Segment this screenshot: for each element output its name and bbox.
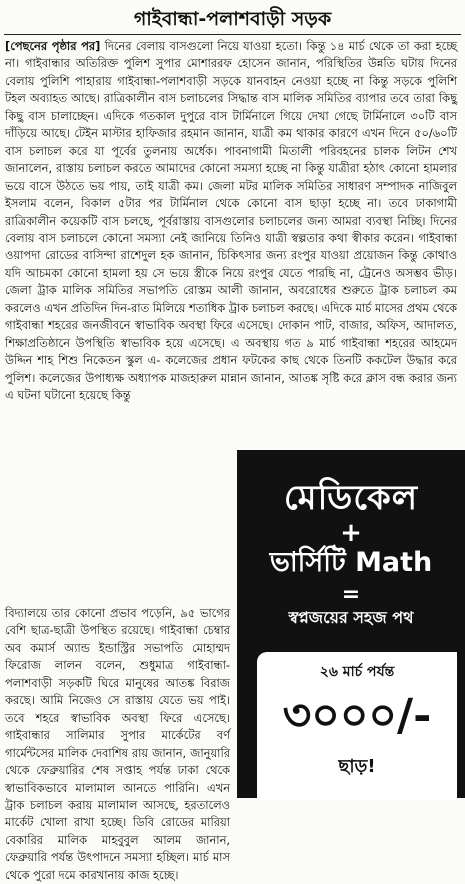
article-headline: গাইবান্ধা-পলাশবাড়ী সড়ক	[133, 8, 332, 30]
ad-deadline: ২৬ মার্চ পর্যন্ত	[319, 664, 395, 680]
article-body-text: দিনের বেলায় বাসগুলো নিয়ে যাওয়া হতো। কিন্তু ১৪ মার্চ থেকে তা করা হচ্ছে না। গাইবান্ধার অতিরিক্ত পুলিশ সুপার মোশাররফ হোসেন জানান, পরিস্থিতির উন্নতি ঘটায় দিনের বেলায় পুলিশি পাহারায় গাইবান্ধা-পলাশবাড়ী সড়কে যানবাহন নেওয়া হচ্ছে না কিন্তু সড়কে পুলিশি টহল অব্যাহত আছে। রাত্রিকালীন বাস চলাচলের সিদ্ধান্ত বাস মালিক সমিতির ব্যাপার তবে তারা কিছু কিছু বাস চালাচ্ছেন। এদিকে গতকাল দুপুরে বাস টার্মিনালে গিয়ে দেখা গেছে টার্মিনালে ৩০টি বাস দাঁড়িয়ে আছে। টেইন মাস্টার হাফিজার রহমান জানান, যাত্রী কম থাকার কারণে এখন দিনে ৫০/৬০টি বাস চলাচল করে যা পূর্বের তুলনায় অর্ধেক। পাবনাগামী মিতালী পরিবহনের চালক লিটন শেখ জানালেন, রাস্তায় চলাচল করতে আমাদের কোনো সমস্যা হচ্ছে না কিন্তু যাত্রীরা হঠাৎ কোনো হামলার ভয়ে বাসে উঠতে ভয় পায়, তাই যাত্রী কম। জেলা মটর মালিক সমিতির সাধারণ সম্পাদক নাজিবুল ইসলাম বলেন, বিকাল ৫টার পর টার্মিনাল থেকে কোনো বাস ছাড়া হচ্ছে না। তবে ঢাকাগামী রাত্রিকালীন কয়েকটি বাস চলছে, পূর্বরাস্তায় বাসগুলোর চলাচলের জন্য আমরা ব্যবস্থা নিচ্ছি। দিনের বেলায় বাস চলাচলে কোনো সমস্যা নেই জানিয়ে তিনিও যাত্রী স্বল্পতার কথা স্বীকার করেন। গাইবান্ধা ওয়াপদা রোডের বাসিন্দা রাশেদুল হক জানান, চিকিৎসার জন্য রংপুর যাওয়া প্রয়োজন কিন্তু কোথাও যদি আচমকা কোনো হামলা হয় সে ভয়ে স্ত্রীকে নিয়ে রংপুর যেতে পারছি না, ট্রেনেও অসম্ভব ভীড়। জেলা ট্রাক মালিক সমিতির সভাপতি রোস্তম আলী জানান, অবরোধের শুরুতে ট্রাক চলাচল কম করলেও এখন প্রতিদিন দিন-রাত মিলিয়ে শতাধিক ট্রাক চলাচল করছে। এদিকে মার্চ মাসের প্রথম থেকে গাইবান্ধা শহরের জনজীবনে স্বাভাবিক অবস্থা ফিরে এসেছে। দোকান পাট, বাজার, অফিস, আদালত, শিক্ষাপ্রতিষ্ঠানে উপস্থিতি স্বাভাবিক হয়ে এসেছে। এ অবস্থায় গত ৯ মার্চ গাইবান্ধা শহরের আহমেদ উদ্দিন শাহ শিশু নিকেতন স্কুল এ- কলেজের প্রধান ফটকের কাছ থেকে তিনটি ককটেল উদ্ধার করে পুলিশ। কলেজের উপাধ্যক্ষ অধ্যাপক মাজহারুল মান্নান জানান, আতঙ্ক সৃষ্টি করে ক্লাস বন্ধ করার জন্য এ ঘটনা ঘটানো হয়েছে কিন্তু	[5, 39, 458, 403]
article-paragraph	[5, 38, 457, 405]
ad-price-card	[257, 652, 457, 800]
coaching-advertisement[interactable]	[237, 450, 465, 798]
ad-discount: ছাড়!	[338, 756, 376, 777]
headline-rule	[4, 34, 461, 35]
ad-price: ৩০০০/-	[282, 690, 432, 741]
ad-plus-sign: +	[340, 518, 362, 548]
ad-tagline: স্বপ্নজয়ের সহজ পথ	[288, 608, 414, 627]
ad-equal-sign: =	[341, 582, 361, 607]
ad-title: মেডিকেল	[283, 478, 419, 518]
article-column-text: বিদ্যালয়ে তার কোনো প্রভাব পড়েনি, ৯৫ ভাগের বেশি ছাত্র-ছাত্রী উপস্থিত রয়েছে। গাইবান্ধা চেম্বার অব কমার্স অ্যান্ড ইন্ডাস্ট্রির সভাপতি মোহাম্মদ ফিরোজ লালন বলেন, শুধুমাত্র গাইবান্ধা-পলাশবাড়ী সড়কটি ঘিরে মানুষের আতঙ্ক বিরাজ করছে। আমি নিজেও সে রাস্তায় যেতে ভয় পাই। তবে শহরে স্বাভাবিক অবস্থা ফিরে এসেছে। গাইবান্ধার সালিমার সুপার মার্কেটের বর্ণ গার্মেন্টসের মালিক দেবাশিষ রায় জানান, জানুয়ারি থেকে ফেব্রুয়ারির শেষ সপ্তাহ পর্যন্ত ঢাকা থেকে স্বাভাবিকভাবে মালামাল আনতে পারিনি। এখন ট্রাক চলাচল করায় মালামাল আসছে, হরতালেও মার্কেট খোলা রাখা হচ্ছে। ডিবি রোডের মারিয়া বেকারির মালিক মাহবুবুল আলম জানান, ফেব্রুয়ারি পর্যন্ত উৎপাদনে সমস্যা হচ্ছিল। মার্চ মাস থেকে পুরো দমে কারখানায় কাজ হচ্ছে।	[5, 606, 230, 882]
ad-line-varsity-math: ভার্সিটি Math	[269, 547, 433, 578]
page-reference: [পেছনের পৃষ্ঠার পর]	[5, 39, 101, 53]
article-body-column	[5, 605, 230, 882]
